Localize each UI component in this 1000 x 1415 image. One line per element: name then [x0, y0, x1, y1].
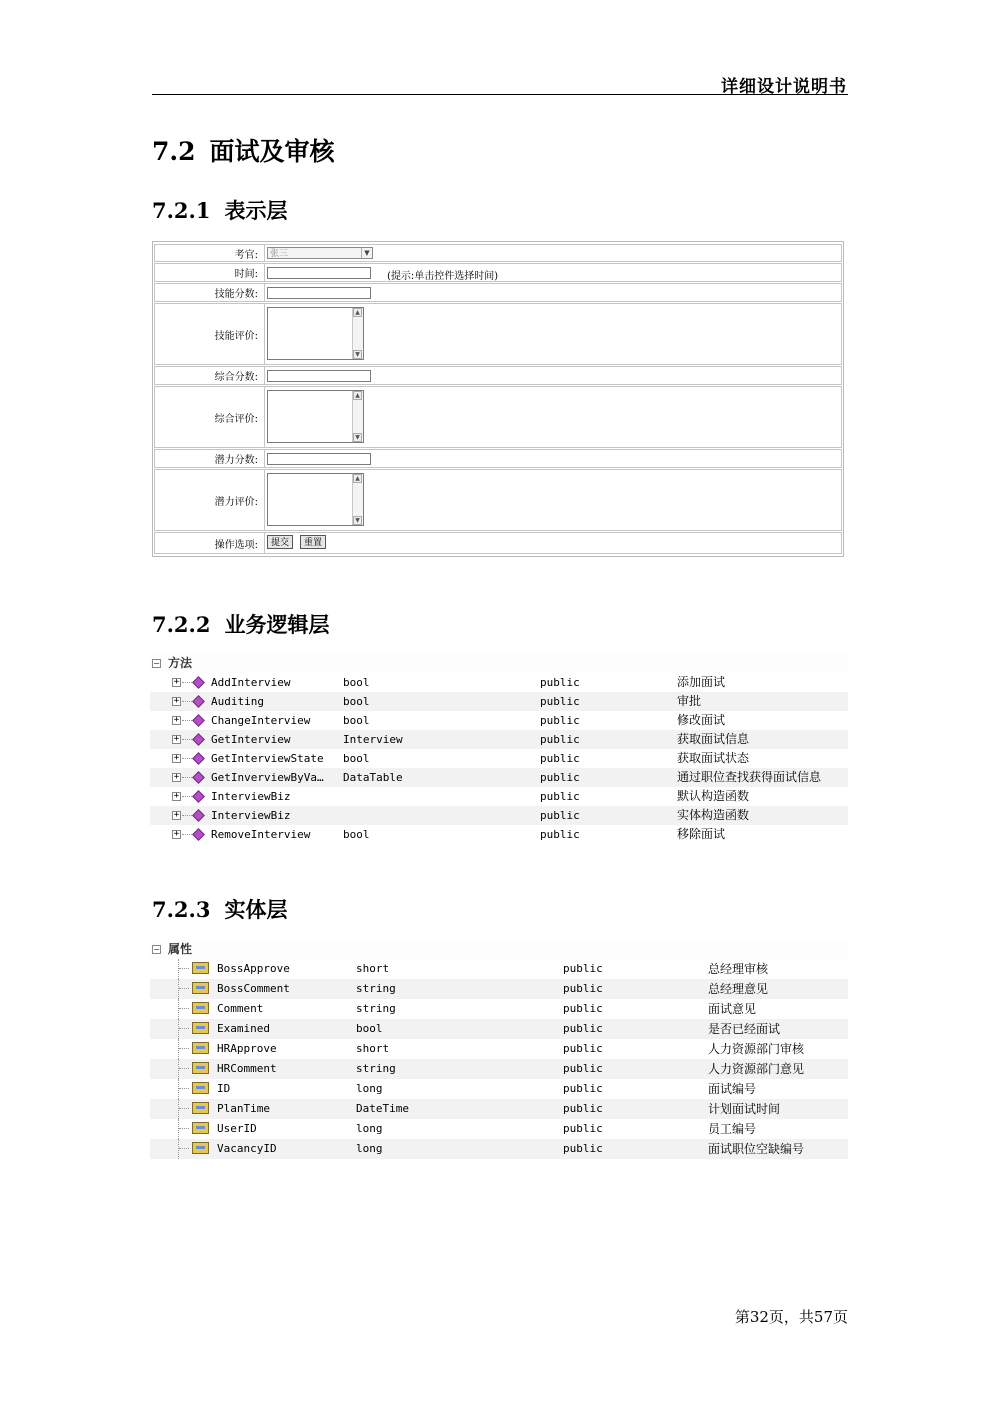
tree-connector — [178, 1099, 179, 1119]
method-name: InterviewBiz — [211, 790, 291, 803]
method-name: Auditing — [211, 695, 264, 708]
method-row[interactable] — [150, 768, 848, 787]
property-description: 总经理意见 — [708, 982, 769, 996]
property-icon — [192, 1002, 209, 1014]
expand-icon[interactable]: + — [173, 772, 180, 782]
skill-score-input[interactable] — [267, 287, 371, 299]
interviewer-select[interactable] — [267, 247, 373, 259]
page-footer: 第32页，共57页 — [734, 1308, 848, 1326]
property-description: 是否已经面试 — [708, 1022, 781, 1036]
subsection-number: 7.2.1 — [152, 198, 211, 223]
property-row[interactable] — [150, 979, 848, 999]
overall-score-input[interactable] — [267, 370, 371, 382]
property-access: public — [563, 982, 603, 995]
form-row-actions — [154, 532, 842, 554]
property-name: Comment — [217, 1002, 264, 1015]
form-row-skill-eval — [154, 303, 842, 365]
property-description: 总经理审核 — [708, 962, 769, 976]
tree-connector — [178, 1139, 179, 1159]
tree-connector — [182, 682, 192, 683]
document-header-title: 详细设计说明书 — [721, 77, 847, 97]
potential-eval-label: 潜力评价: — [155, 470, 265, 530]
expand-icon[interactable]: + — [173, 677, 180, 687]
property-access: public — [563, 1002, 603, 1015]
header-rule — [152, 94, 848, 95]
method-icon — [192, 790, 205, 803]
section-number: 7.2 — [152, 137, 196, 166]
property-type: string — [356, 982, 396, 995]
method-row[interactable] — [150, 787, 848, 806]
method-access: public — [540, 676, 580, 689]
method-description: 获取面试状态 — [677, 751, 750, 765]
section-heading — [152, 132, 335, 168]
tree-connector — [182, 701, 192, 702]
method-name: GetInterviewState — [211, 752, 324, 765]
property-type: DateTime — [356, 1102, 409, 1115]
method-access: public — [540, 714, 580, 727]
property-row[interactable] — [150, 1059, 848, 1079]
potential-score-label: 潜力分数: — [155, 450, 265, 467]
property-icon — [192, 962, 209, 974]
time-hint: (提示:单击控件选择时间) — [387, 271, 499, 282]
property-row[interactable] — [150, 1039, 848, 1059]
method-description: 通过职位查找获得面试信息 — [677, 770, 822, 784]
tree-connector — [178, 999, 179, 1019]
methods-tree — [150, 654, 848, 844]
reset-button[interactable]: 重置 — [300, 535, 326, 549]
property-access: public — [563, 1022, 603, 1035]
method-icon — [192, 828, 205, 841]
overall-eval-label: 综合评价: — [155, 387, 265, 447]
tree-connector — [179, 1028, 189, 1029]
method-return-type: DataTable — [343, 771, 403, 784]
tree-connector — [182, 777, 192, 778]
overall-eval-textarea[interactable] — [267, 390, 364, 443]
property-type: long — [356, 1142, 383, 1155]
method-icon — [192, 771, 205, 784]
method-row[interactable] — [150, 825, 848, 844]
tree-connector — [179, 968, 189, 969]
method-access: public — [540, 695, 580, 708]
subsection-heading-presentation — [152, 195, 287, 225]
property-icon — [192, 1102, 209, 1114]
method-name: GetInterview — [211, 733, 291, 746]
property-access: public — [563, 1102, 603, 1115]
expand-icon[interactable]: + — [173, 829, 180, 839]
textarea-scrollbar[interactable] — [352, 391, 363, 442]
scroll-down-icon[interactable]: ▼ — [353, 350, 362, 359]
subsection-number: 7.2.3 — [152, 897, 211, 922]
subsection-title: 业务逻辑层 — [224, 612, 330, 637]
method-access: public — [540, 771, 580, 784]
actions-label: 操作选项: — [155, 533, 265, 553]
property-name: Examined — [217, 1022, 270, 1035]
expand-icon[interactable]: + — [173, 810, 180, 820]
tree-connector — [182, 796, 192, 797]
tree-connector — [179, 1128, 189, 1129]
method-icon — [192, 733, 205, 746]
tree-connector — [179, 988, 189, 989]
tree-connector — [182, 815, 192, 816]
subsection-heading-entity — [152, 894, 287, 924]
property-row[interactable] — [150, 959, 848, 979]
method-return-type: bool — [343, 695, 370, 708]
tree-connector — [179, 1008, 189, 1009]
tree-connector — [179, 1048, 189, 1049]
property-access: public — [563, 1142, 603, 1155]
method-name: GetInverviewByVa… — [211, 771, 324, 784]
method-icon — [192, 676, 205, 689]
property-icon — [192, 982, 209, 994]
tree-connector — [179, 1148, 189, 1149]
scroll-up-icon[interactable]: ▲ — [353, 474, 362, 483]
properties-group-header[interactable] — [150, 940, 848, 959]
collapse-icon[interactable]: − — [153, 945, 160, 954]
property-icon — [192, 1042, 209, 1054]
method-name: ChangeInterview — [211, 714, 311, 727]
potential-eval-textarea[interactable] — [267, 473, 364, 526]
property-description: 面试意见 — [708, 1002, 757, 1016]
interviewer-selected-value: 张三 — [270, 249, 289, 259]
method-return-type: bool — [343, 752, 370, 765]
tree-connector — [182, 739, 192, 740]
skill-eval-textarea[interactable] — [267, 307, 364, 360]
method-row[interactable] — [150, 711, 848, 730]
property-description: 人力资源部门意见 — [708, 1062, 805, 1076]
property-type: short — [356, 962, 390, 975]
property-access: public — [563, 1122, 603, 1135]
collapse-icon[interactable]: − — [153, 659, 160, 668]
property-row[interactable] — [150, 1119, 848, 1139]
property-access: public — [563, 962, 603, 975]
property-access: public — [563, 1042, 603, 1055]
scroll-down-icon[interactable]: ▼ — [353, 516, 362, 525]
tree-connector — [182, 720, 192, 721]
textarea-scrollbar[interactable] — [352, 308, 363, 359]
property-row[interactable] — [150, 1099, 848, 1119]
properties-tree — [150, 940, 848, 1159]
interview-form — [152, 241, 844, 557]
form-row-potential-eval — [154, 469, 842, 531]
chevron-down-icon[interactable]: ▼ — [361, 248, 372, 258]
tree-connector — [178, 959, 179, 979]
method-description: 实体构造函数 — [677, 808, 750, 822]
property-name: UserID — [217, 1122, 257, 1135]
property-row[interactable] — [150, 1139, 848, 1159]
method-icon — [192, 809, 205, 822]
method-description: 修改面试 — [677, 713, 726, 727]
expand-icon[interactable]: + — [173, 734, 180, 744]
method-access: public — [540, 828, 580, 841]
tree-connector — [182, 758, 192, 759]
method-icon — [192, 752, 205, 765]
method-access: public — [540, 809, 580, 822]
method-name: AddInterview — [211, 676, 291, 689]
tree-connector — [178, 1119, 179, 1139]
property-access: public — [563, 1062, 603, 1075]
method-description: 移除面试 — [677, 827, 726, 841]
property-name: HRApprove — [217, 1042, 277, 1055]
tree-connector — [178, 1079, 179, 1099]
textarea-scrollbar[interactable] — [352, 474, 363, 525]
method-icon — [192, 714, 205, 727]
property-access: public — [563, 1082, 603, 1095]
method-row[interactable] — [150, 749, 848, 768]
expand-icon[interactable]: + — [173, 791, 180, 801]
property-description: 员工编号 — [708, 1122, 757, 1136]
method-description: 默认构造函数 — [677, 789, 750, 803]
property-name: BossComment — [217, 982, 290, 995]
method-name: RemoveInterview — [211, 828, 311, 841]
method-description: 审批 — [677, 694, 702, 708]
property-name: VacancyID — [217, 1142, 277, 1155]
form-row-skill-score — [154, 283, 842, 302]
tree-connector — [182, 834, 192, 835]
method-row[interactable] — [150, 692, 848, 711]
property-row[interactable] — [150, 1079, 848, 1099]
time-label: 时间: — [155, 264, 265, 281]
property-name: ID — [217, 1082, 231, 1095]
section-title: 面试及审核 — [209, 137, 335, 166]
property-row[interactable] — [150, 1019, 848, 1039]
form-row-overall-eval — [154, 386, 842, 448]
tree-connector — [178, 1059, 179, 1079]
method-row[interactable] — [150, 673, 848, 692]
tree-connector — [179, 1068, 189, 1069]
property-description: 计划面试时间 — [708, 1102, 781, 1116]
expand-icon[interactable]: + — [173, 696, 180, 706]
method-access: public — [540, 752, 580, 765]
method-icon — [192, 695, 205, 708]
form-row-potential-score — [154, 449, 842, 468]
scroll-up-icon[interactable]: ▲ — [353, 308, 362, 317]
method-row[interactable] — [150, 806, 848, 825]
properties-header-label: 属性 — [168, 942, 193, 956]
form-row-time — [154, 263, 842, 282]
method-access: public — [540, 733, 580, 746]
method-return-type: bool — [343, 676, 370, 689]
property-icon — [192, 1082, 209, 1094]
scroll-down-icon[interactable]: ▼ — [353, 433, 362, 442]
property-icon — [192, 1022, 209, 1034]
property-description: 人力资源部门审核 — [708, 1042, 805, 1056]
property-name: HRComment — [217, 1062, 277, 1075]
interviewer-label: 考官: — [155, 245, 265, 261]
overall-score-label: 综合分数: — [155, 367, 265, 384]
subsection-number: 7.2.2 — [152, 612, 211, 637]
property-row[interactable] — [150, 999, 848, 1019]
tree-connector — [178, 979, 179, 999]
property-type: short — [356, 1042, 390, 1055]
property-type: long — [356, 1122, 383, 1135]
subsection-title: 实体层 — [224, 897, 288, 922]
form-row-overall-score — [154, 366, 842, 385]
property-type: bool — [356, 1022, 383, 1035]
subsection-title: 表示层 — [224, 198, 288, 223]
method-description: 获取面试信息 — [677, 732, 750, 746]
tree-connector — [178, 1019, 179, 1039]
property-description: 面试职位空缺编号 — [708, 1142, 805, 1156]
property-name: PlanTime — [217, 1102, 270, 1115]
skill-score-label: 技能分数: — [155, 284, 265, 301]
property-icon — [192, 1122, 209, 1134]
property-name: BossApprove — [217, 962, 290, 975]
tree-connector — [178, 1039, 179, 1059]
method-return-type: Interview — [343, 733, 403, 746]
methods-header-label: 方法 — [168, 656, 193, 670]
time-input[interactable] — [267, 267, 371, 279]
property-type: string — [356, 1002, 396, 1015]
scroll-up-icon[interactable]: ▲ — [353, 391, 362, 400]
expand-icon[interactable]: + — [173, 715, 180, 725]
method-return-type: bool — [343, 828, 370, 841]
potential-score-input[interactable] — [267, 453, 371, 465]
tree-connector — [179, 1108, 189, 1109]
submit-button[interactable]: 提交 — [267, 535, 293, 549]
form-row-interviewer — [154, 244, 842, 262]
property-type: long — [356, 1082, 383, 1095]
method-name: InterviewBiz — [211, 809, 291, 822]
method-return-type: bool — [343, 714, 370, 727]
subsection-heading-business — [152, 609, 329, 639]
property-icon — [192, 1062, 209, 1074]
tree-connector — [179, 1088, 189, 1089]
methods-group-header[interactable] — [150, 654, 848, 673]
skill-eval-label: 技能评价: — [155, 304, 265, 364]
method-description: 添加面试 — [677, 675, 726, 689]
property-icon — [192, 1142, 209, 1154]
expand-icon[interactable]: + — [173, 753, 180, 763]
method-access: public — [540, 790, 580, 803]
property-description: 面试编号 — [708, 1082, 757, 1096]
property-type: string — [356, 1062, 396, 1075]
method-row[interactable] — [150, 730, 848, 749]
